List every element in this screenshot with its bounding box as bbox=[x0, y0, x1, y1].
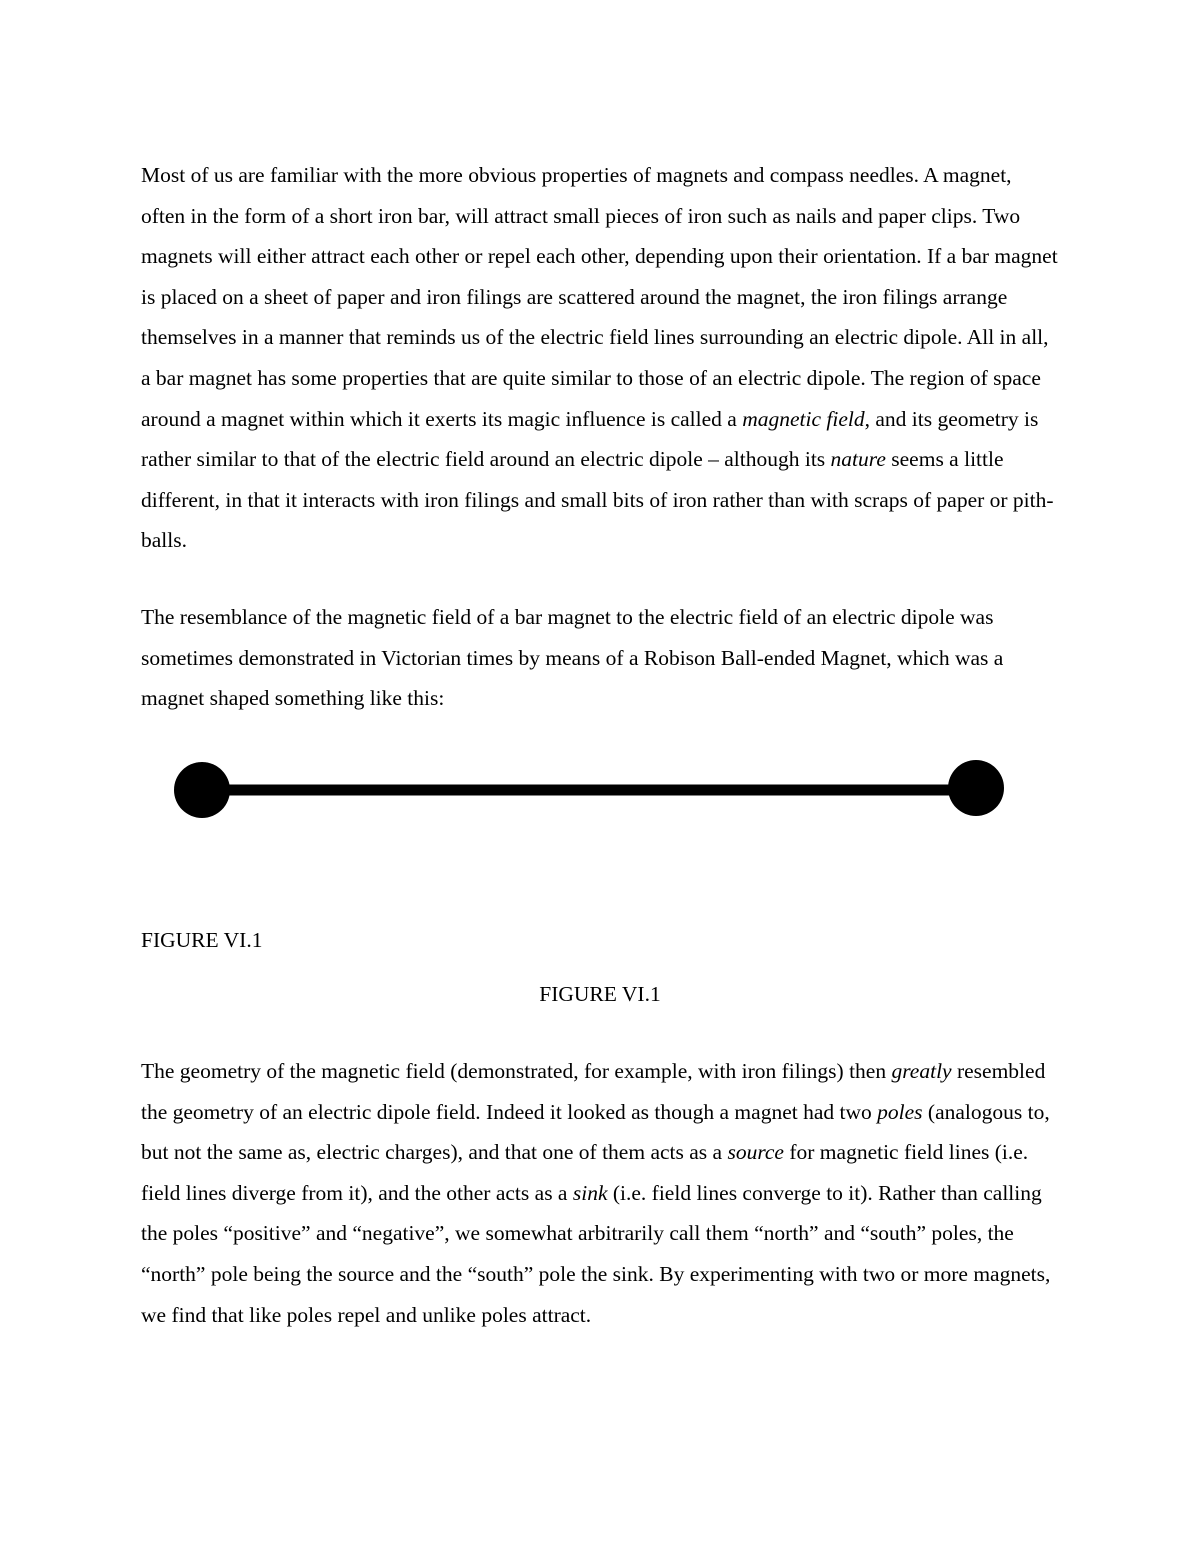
paragraph-text: Most of us are familiar with the more obvious properties of magnets and compass needles. A magnet, often in the form of a short iron bar, will attract small pieces of iron such as nails and paper clips. Two magnets will either attract each other or repel each other, depending upon their orientation. If a bar magnet is placed on a sheet of paper and iron filings are scattered around the magnet, the iron filings arrange themselves in a manner that reminds us of the electric field lines surrounding an electric dipole. All in all, a bar magnet has some properties that are quite similar to those of an electric dipole. The region of space around a magnet within which it exerts its magic influence is called a bbox=[141, 163, 1058, 431]
paragraph-text: The geometry of the magnetic field (demonstrated, for example, with iron filings) then bbox=[141, 1059, 892, 1083]
paragraph-text: , and its geometry is rather similar to that of the electric field around an electric dipole – although its bbox=[141, 406, 1039, 472]
figure-caption-left: FIGURE VI.1 bbox=[141, 928, 263, 952]
paragraph-text: (i.e. field lines converge to it). Rather than calling the poles “positive” and “negative”, we somewhat arbitrarily call them “north” and “south” poles, the “north” pole being the source and the “south” pole the sink. By experimenting with two or more magnets, we find that like poles repel and unlike poles attract. bbox=[141, 1180, 1051, 1327]
paragraph-text: seems a little different, in that it interacts with iron filings and small bits of iron rather than with scraps of paper or pith-balls. bbox=[141, 447, 1054, 553]
paragraph-text: resembled the geometry of an electric dipole field. Indeed it looked as though a magnet had two bbox=[141, 1059, 1046, 1124]
emphasis-nature: nature bbox=[830, 447, 886, 472]
paragraph-magnetic-poles bbox=[141, 1051, 1061, 1335]
paragraph-text: The resemblance of the magnetic field of a bar magnet to the electric field of an electric dipole was sometimes demonstrated in Victorian times by means of a Robison Ball-ended Magnet, which was a magnet shaped something like this: bbox=[141, 605, 1004, 711]
paragraph-text: for magnetic field lines (i.e. field lines diverge from it), and the other acts as a bbox=[141, 1140, 1029, 1205]
magnet-left-ball bbox=[174, 762, 230, 818]
magnet-right-ball bbox=[948, 760, 1004, 816]
paragraph-text: (analogous to, but not the same as, electric charges), and that one of them acts as a bbox=[141, 1099, 1050, 1165]
ball-ended-magnet-figure bbox=[170, 755, 1010, 825]
emphasis-greatly: greatly bbox=[891, 1059, 952, 1083]
emphasis-source: source bbox=[727, 1140, 784, 1165]
emphasis-magnetic-field: magnetic field bbox=[742, 406, 865, 431]
emphasis-poles: poles bbox=[877, 1099, 923, 1124]
paragraph-robison-magnet bbox=[141, 597, 1061, 719]
paragraph-magnets-intro bbox=[141, 155, 1061, 561]
emphasis-sink: sink bbox=[572, 1180, 608, 1205]
figure-caption-center: FIGURE VI.1 bbox=[539, 982, 661, 1006]
